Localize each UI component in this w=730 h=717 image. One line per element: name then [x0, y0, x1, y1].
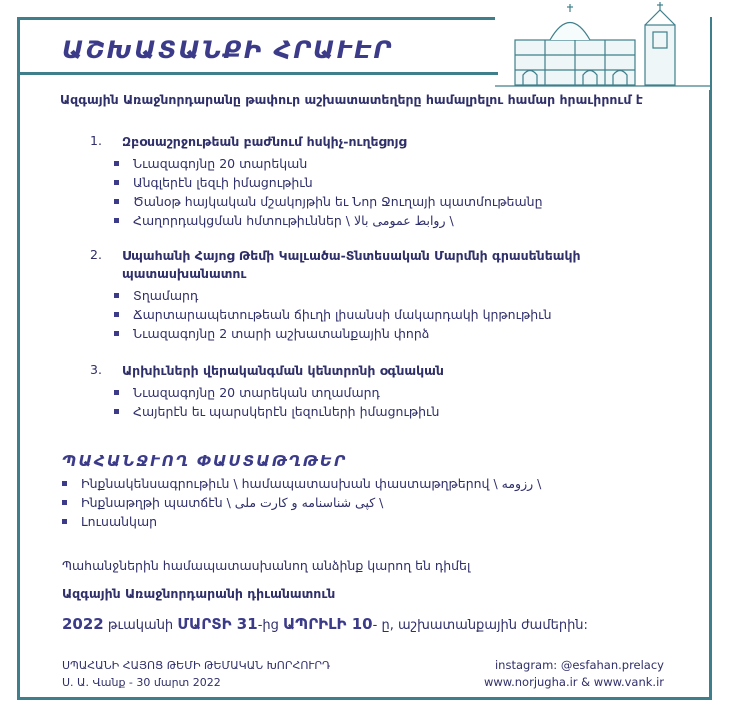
list-item: Հայերէն եւ պարսկերէն լեզուների իմացութիւն [114, 402, 612, 421]
bullet-icon [62, 500, 67, 505]
to-day: 10 [346, 615, 373, 633]
requirements-list [90, 154, 612, 230]
page-title: ԱՇԽԱՏԱՆՔԻ ՀՐԱՒԷՐ [62, 36, 394, 64]
position-title: Արխիւների վերականգման կենտրոնի օգնական [122, 363, 444, 378]
bullet-icon [114, 180, 119, 185]
title-underline [20, 72, 498, 75]
bullet-icon [62, 519, 67, 524]
position-title: Սպահանի Հայոց Թեմի Կալւածա-Տնտեսական Մարմնի գրասենեակի պատասխանատու [122, 248, 581, 281]
year: 2022 [62, 615, 104, 633]
from-month: ՄԱՐՏԻ [177, 615, 232, 633]
footer-contacts [484, 657, 664, 691]
footer-signature [62, 657, 330, 691]
bullet-icon [114, 293, 119, 298]
list-item: Նւազագոյնը 20 տարեկան տղամարդ [114, 383, 612, 402]
bullet-icon [114, 199, 119, 204]
bullet-icon [62, 481, 67, 486]
bullet-icon [114, 161, 119, 166]
website-links[interactable]: www.norjugha.ir & www.vank.ir [483, 675, 664, 689]
bullet-icon [114, 331, 119, 336]
list-item: Նւազագոյնը 20 տարեկան [114, 154, 612, 173]
list-item: Հաղորդակցման հմտութիւններ \ روابط عمومی بالا \ [114, 211, 612, 230]
position-title: Զբօսաշրջութեան բաժնում հսկիչ-ուղեցոյց [122, 134, 407, 149]
list-item: Ճարտարապետութեան ճիւղի լիսանսի մակարդակի կրթութիւն [114, 305, 612, 324]
list-item: Լուսանկար [62, 512, 541, 531]
closing-line-2: Ազգային Առաջնորդարանի դիւանատուն [62, 586, 336, 601]
position-number: 3. [90, 362, 102, 377]
list-item: Ծանօթ հայկական մշակոյթին եւ Նոր Ջուղայի պատմութեանը [114, 192, 612, 211]
list-item: Անգլերէն լեզւի իմացութիւն [114, 173, 612, 192]
requirements-list [90, 286, 612, 343]
list-item: Նւազագոյնը 2 տարի աշխատանքային փորձ [114, 324, 612, 343]
closing-line-1: Պահանջներին համապատասխանող անձինք կարող են դիմել [62, 558, 471, 573]
position-number: 1. [90, 133, 102, 148]
intro-text: Ազգային Առաջնորդարանը թափուր աշխատատեղերը համալրելու համար հրաւիրում է [60, 92, 643, 107]
place-date: Ս. Ա. Վանք - 30 մարտ 2022 [62, 676, 221, 689]
instagram-link[interactable]: instagram: @esfahan.prelacy [494, 658, 664, 672]
requirements-list [90, 383, 612, 421]
list-item: Տղամարդ [114, 286, 612, 305]
documents-list [62, 474, 541, 531]
cathedral-illustration [495, 0, 710, 90]
application-dates: 2022 թւականի ՄԱՐՏԻ 31-ից ԱՊՐԻԼԻ 10- ը, աշխատանքային ժամերին: [62, 615, 588, 633]
position-2 [90, 247, 612, 343]
list-item: Ինքնաթղթի պատճէն \ کپی شناسنامه و کارت ملی \ [62, 493, 541, 512]
bullet-icon [114, 409, 119, 414]
documents-heading: ՊԱՀԱՆՋՒՈՂ ՓԱՍՏԱԹՂԹԵՐ [62, 452, 348, 470]
from-day: 31 [231, 615, 258, 633]
organization-name: ՍՊԱՀԱՆԻ ՀԱՅՈՑ ԹԵՄԻ ԹԵՄԱԿԱՆ ԽՈՐՀՈՒՐԴ [62, 659, 331, 672]
position-number: 2. [90, 247, 102, 262]
to-month: ԱՊՐԻԼԻ [282, 615, 347, 633]
position-3 [90, 362, 612, 421]
bullet-icon [114, 390, 119, 395]
bullet-icon [114, 218, 119, 223]
bullet-icon [114, 312, 119, 317]
position-1 [90, 133, 612, 230]
list-item: Ինքնակենսագրութիւն \ համապատասխան փաստաթղթերով \ رزومه \ [62, 474, 541, 493]
